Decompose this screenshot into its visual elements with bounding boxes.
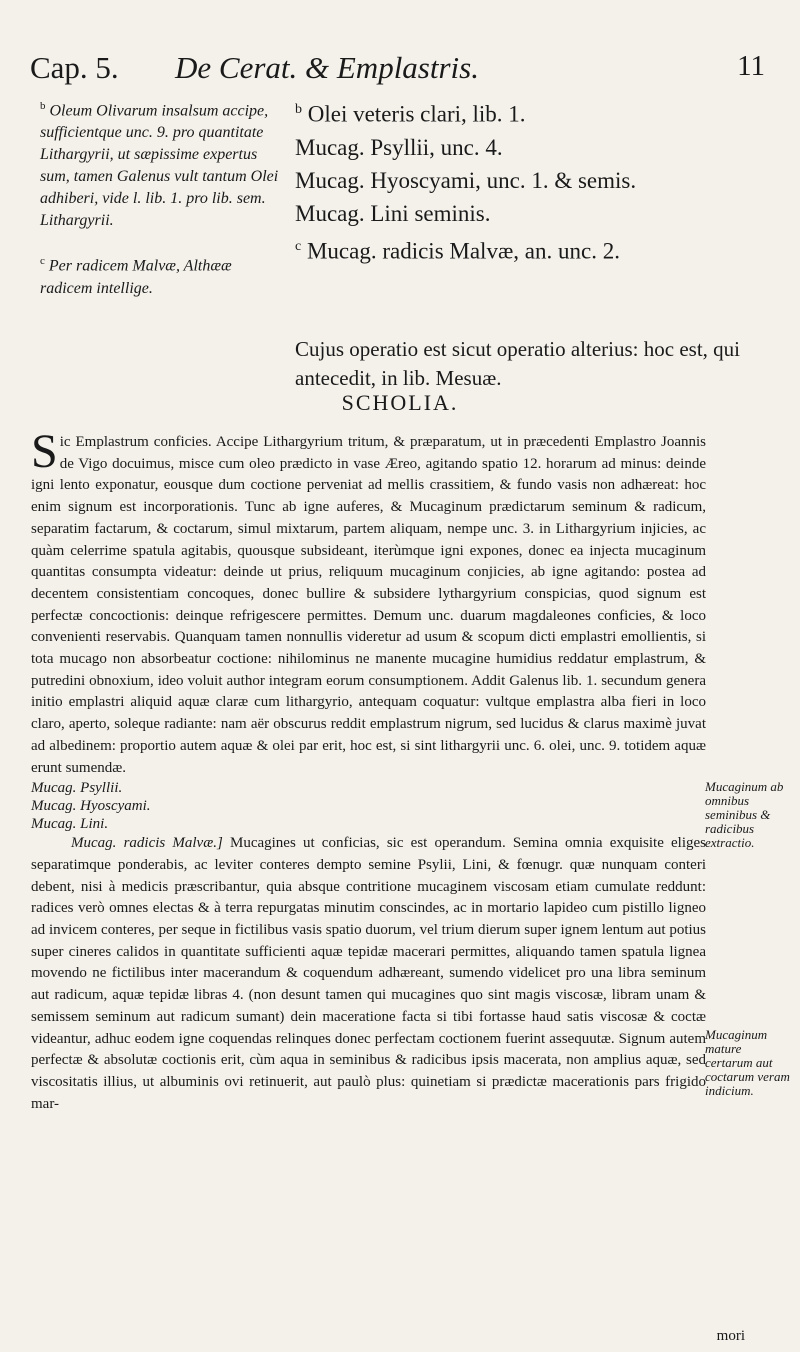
ingredient-heading: Mucag. Lini.	[31, 816, 109, 833]
margin-note: Mucaginum mature certarum aut coctarum veram indicium.	[705, 1027, 790, 1098]
recipe-text: Mucag. Psyllii, unc. 4.	[295, 134, 503, 160]
closing-sentence: Cujus operatio est sicut operatio alterius: hoc est, qui antecedit, in lib. Mesuæ.	[295, 337, 740, 390]
drop-cap: S	[31, 425, 58, 478]
side-note	[40, 250, 285, 299]
side-notes-column	[40, 95, 285, 318]
note-text: Per radicem Malvæ, Althææ radicem intellige.	[40, 257, 232, 297]
recipe-line	[295, 131, 775, 164]
ingredient-heading: Mucag. Psyllii.	[31, 780, 123, 797]
note-mark: b	[295, 102, 302, 117]
margin-note: Mucaginum ab omnibus seminibus & radicibus extractio.	[705, 779, 784, 850]
recipe-line	[295, 197, 775, 230]
note-mark: c	[40, 255, 45, 268]
lemma: Mucag. radicis Malvæ.]	[71, 835, 223, 852]
catchword: mori	[716, 1328, 745, 1344]
note-text: Oleum Olivarum insalsum accipe, sufficientque unc. 9. pro quantitate Lithargyrii, ut sæpissime expertus sum, tamen Galenus vult tantum Olei adhiberi, vide l. lib. 1. pro lib. sem. Lithargyrii.	[40, 102, 279, 230]
scholia-body	[31, 425, 707, 1115]
note-mark: c	[295, 238, 302, 254]
recipe-text: Mucag. Lini seminis.	[295, 200, 491, 226]
recipe-text: Mucag. Hyoscyami, unc. 1. & semis.	[295, 167, 637, 193]
recipe-line	[295, 93, 775, 131]
recipe-line	[295, 230, 775, 268]
paragraph	[31, 833, 706, 1115]
recipe-list	[295, 93, 775, 267]
paragraph-text: Mucagines ut conficias, sic est operandum. Semina omnia exquisite eliges separatimque ponderabis, ac leviter conteres dempto semine Psylii, Lini, & fœnugr. quæ nunquam conteri debent, nisi à medicis præscribantur, quia absque contritione mucaginem viscosam etiam cumulate reddunt: radices verò omnes electas & à terra repurgatas minutim conscindes, ac in mortario lapideo cum pistillo ligneo ad invicem conteres, per seque in fictilibus vasis spatio duorum, vel trium dierum super ignem lentum aut potius super cineres calidos in quantitate sufficienti aquæ tepidæ macerari permittes, aliquando tamen spatula lignea movendo ne fictilibus inter macerandum & coquendum adhæreant, sumendo videlicet pro una libra seminum aut radicum, aquæ tepidæ libras 4. (non desunt tamen qui mucagines quo sint magis viscosæ, libram unam & semissem seminum aut radicum sumant) dein maceratione facta si tibi fortasse haud satis viscosæ & coctæ videantur, adhuc eodem igne coquendas relinques donec perfectam coctionem fuerint assequutæ. Signum autem perfectæ & absolutæ coctionis erit, cùm aqua in seminibus & radicibus ipsis macerata, non amplius aquæ, sed viscositatis illius, ut albuminis ovi retinuerit, aut paulò plus: quinetiam si prædictæ macerationis pars frigido mar-	[31, 835, 707, 1112]
section-heading: SCHOLIA.	[341, 390, 459, 415]
chapter-label: Cap. 5.	[30, 50, 119, 85]
recipe-text: Mucag. radicis Malvæ, an. unc. 2.	[306, 238, 620, 264]
running-title: De Cerat. & Emplastris.	[175, 50, 479, 85]
paragraph	[31, 425, 706, 779]
side-note	[40, 95, 285, 232]
page-number: 11	[737, 50, 765, 82]
recipe-line	[295, 164, 775, 197]
recipe-text: Olei veteris clari, lib. 1.	[307, 101, 526, 127]
ingredient-heading: Mucag. Hyoscyami.	[31, 798, 151, 815]
note-mark: b	[40, 100, 46, 112]
paragraph-text: ic Emplastrum conficies. Accipe Lithargyrium tritum, & præparatum, ut in præcedenti Emplastro Joannis de Vigo docuimus, misce cum oleo prædicto in vase Æreo, agitando spatio 12. horarum ad minus: deinde igni lento exponatur, eousque dum coctione perveniat ad mellis crassitiem, & fundo vasis non adhæreat: hoc enim signum est incorporationis. Tunc ab igne auferes, & Mucaginum prædictarum seminum & radicum, separatim factarum, & coctarum, simul mixtarum, partem aliquam, nempe unc. 3. in Lithargyrium injicies, ac quàm celerrime spatula agitabis, quousque subsideant, iterùmque igni expones, donec ea injecta mucaginum quantitas consumpta videatur: deinde ut prius, reliquum mucaginum conjicies, ab igne agitando: postea ad decentem consistentiam concoques, donec bullire & subsidere lythargyrium conspicias, quod signum est perfectæ concoctionis: deinque refrigescere permittes. Demum unc. duarum magdaleones conficies, & loco convenienti reservabis. Quanquam tamen nonnullis videretur ad usum & scopum dicti emplastri emollientis, si tota mucago non absorbeatur coctione: nihilominus ne manente mucagine humidius reddatur emplastrum, & putredini obnoxium, ideo voluit author integram eorum consumptionem. Addit Galenus lib. 1. secundum genera initio emplastri aliquid aquæ claræ cum lithargyrio, antequam coquatur: vultque emplastra alba fieri in loco claro, aperto, soleque radiante: nam aër obscurus reddit emplastrum nigrum, sed lucidus & clarus maximè juvat ad albedinem: proportio autem aquæ & olei par erit, hoc est, si sint lithargyrii unc. 6. olei, unc. 9. totidem aquæ erunt sumendæ.	[31, 434, 706, 776]
